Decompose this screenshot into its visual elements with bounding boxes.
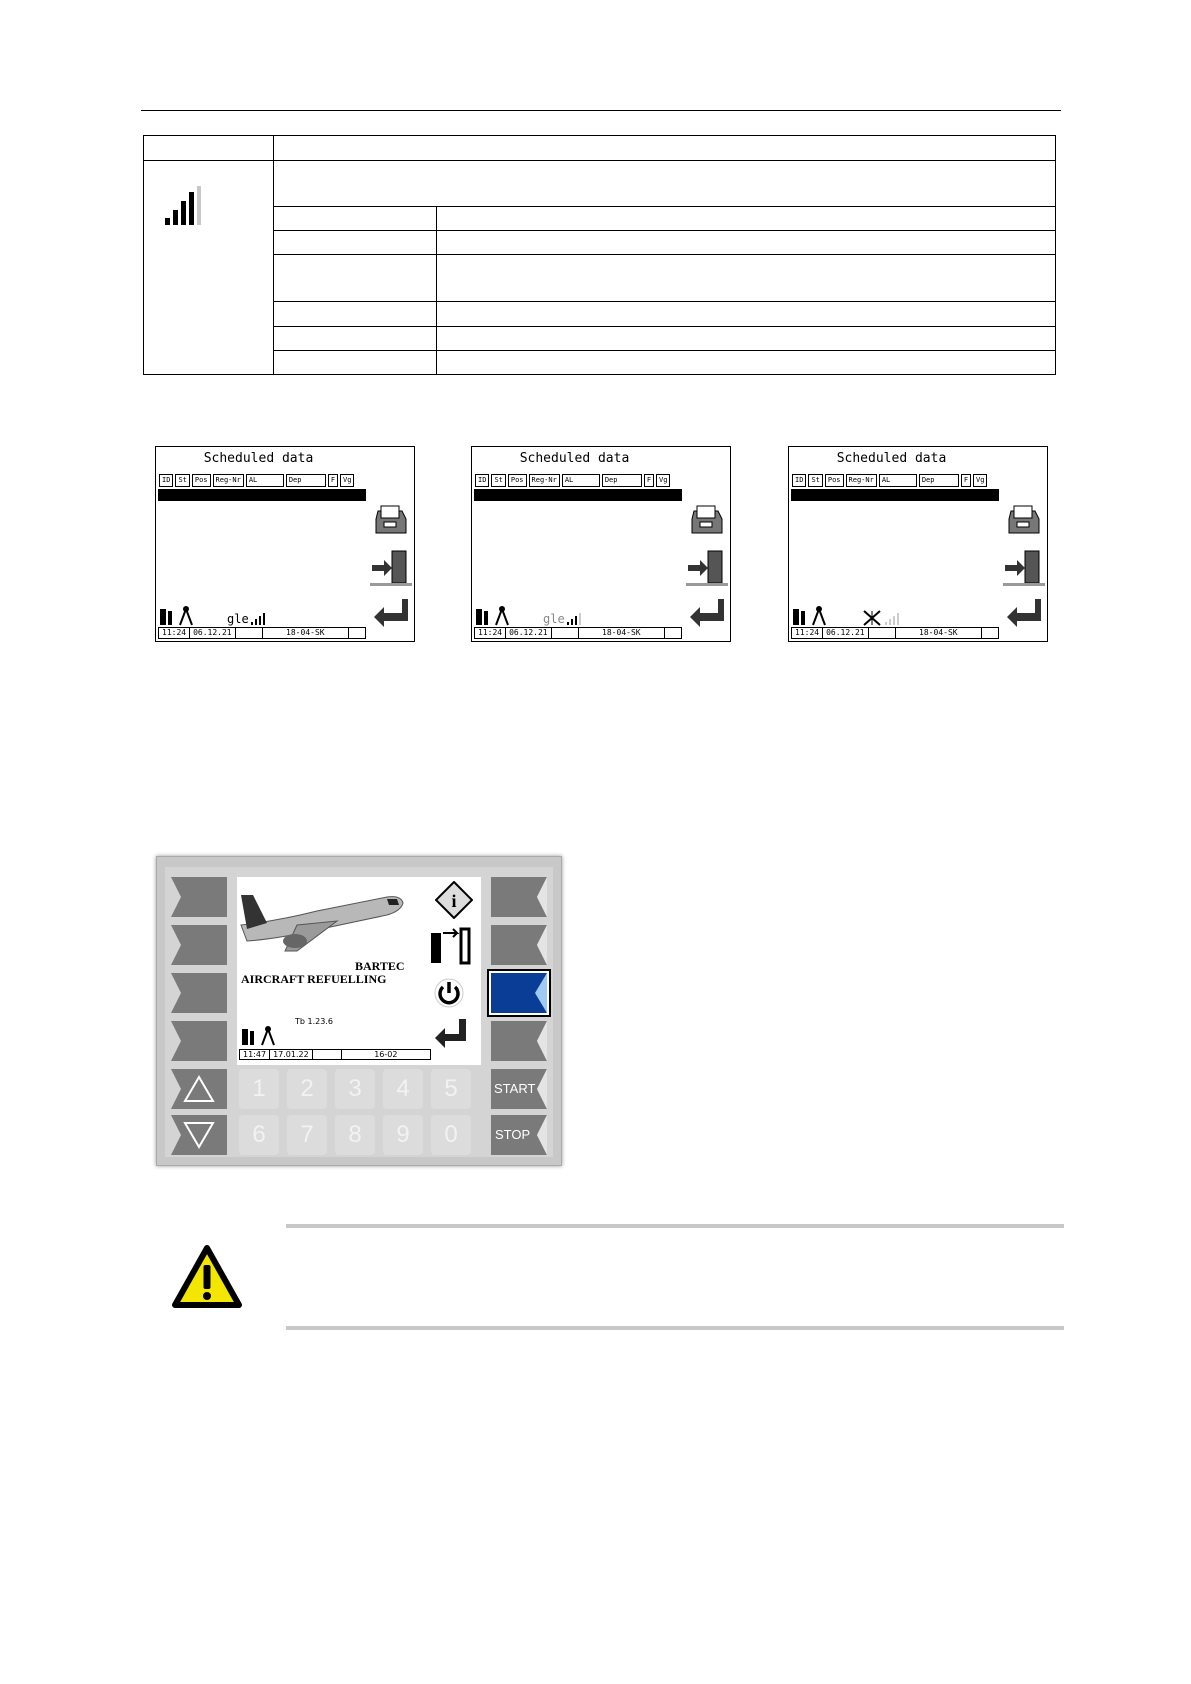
key-7[interactable]: 7 [287, 1115, 327, 1155]
status-bar [474, 627, 682, 639]
key-5[interactable]: 5 [431, 1069, 471, 1109]
col-id: ID [792, 474, 806, 487]
key-0[interactable]: 0 [431, 1115, 471, 1155]
key-9[interactable]: 9 [383, 1115, 423, 1155]
screen-title: Scheduled data [836, 451, 947, 466]
signal-strength-icon [567, 613, 585, 625]
svg-text:i: i [451, 891, 457, 911]
signal-provider-text: gle [543, 612, 565, 626]
col-dep: Dep [602, 474, 642, 487]
signal-strength-icon [885, 613, 903, 625]
softkey-right-3-highlighted[interactable] [487, 969, 551, 1017]
status-bar [158, 627, 366, 639]
col-f: F [961, 474, 971, 487]
software-version: Tb 1.23.6 [295, 1017, 333, 1026]
no-signal-icon [861, 609, 883, 627]
col-al: AL [562, 474, 600, 487]
col-st: St [491, 474, 505, 487]
col-f: F [328, 474, 338, 487]
scheduled-data-screen-weak-signal [471, 446, 731, 642]
warning-icon [172, 1245, 242, 1309]
enter-return-icon[interactable] [372, 597, 410, 629]
enter-return-icon[interactable] [1005, 597, 1043, 629]
key-8[interactable]: 8 [335, 1115, 375, 1155]
stop-label: STOP [495, 1127, 531, 1142]
key-4[interactable]: 4 [383, 1069, 423, 1109]
status-time: 11:47 [240, 1050, 270, 1059]
col-reg: Reg-Nr [529, 474, 560, 487]
power-icon[interactable] [433, 977, 465, 1009]
softkey-right-2[interactable] [491, 925, 547, 965]
softkey-left-4[interactable] [171, 1021, 227, 1061]
col-al: AL [879, 474, 917, 487]
softkey-right-1[interactable] [491, 877, 547, 917]
status-bar [239, 1049, 431, 1060]
status-date: 06.12.21 [506, 628, 552, 638]
scheduled-data-screen-full-signal [155, 446, 415, 642]
transfer-icon[interactable] [427, 923, 475, 967]
softkey-left-1[interactable] [171, 877, 227, 917]
archive-icon[interactable] [372, 505, 410, 537]
col-dep: Dep [919, 474, 959, 487]
exit-door-icon[interactable] [1003, 549, 1045, 587]
signal-table [143, 135, 1056, 375]
start-label: START [494, 1081, 536, 1096]
col-id: ID [475, 474, 489, 487]
screen-title: Scheduled data [203, 451, 314, 466]
status-date: 06.12.21 [823, 628, 869, 638]
col-f: F [644, 474, 654, 487]
col-dep: Dep [286, 474, 326, 487]
stop-key[interactable] [491, 1115, 547, 1155]
col-pos: Pos [192, 474, 211, 487]
archive-icon[interactable] [688, 505, 726, 537]
status-vehicle: 16-02 [374, 1050, 398, 1059]
header-rule [141, 110, 1061, 111]
status-date: 17.01.22 [270, 1050, 313, 1059]
softkey-left-2[interactable] [171, 925, 227, 965]
archive-icon[interactable] [1005, 505, 1043, 537]
warning-bottom-rule [286, 1326, 1064, 1330]
selected-row[interactable] [158, 489, 366, 501]
col-vg: Vg [973, 474, 987, 487]
column-header-row [475, 474, 672, 487]
enter-return-icon[interactable] [688, 597, 726, 629]
softkey-left-3[interactable] [171, 973, 227, 1013]
product-name: AIRCRAFT REFUELLING [241, 972, 387, 986]
col-vg: Vg [656, 474, 670, 487]
arrow-down-key[interactable] [171, 1115, 227, 1155]
device-display [237, 877, 481, 1065]
col-reg: Reg-Nr [846, 474, 877, 487]
col-st: St [808, 474, 822, 487]
enter-return-icon[interactable] [433, 1017, 469, 1051]
softkey-right-3[interactable] [491, 973, 547, 1013]
key-1[interactable]: 1 [239, 1069, 279, 1109]
exit-door-icon[interactable] [686, 549, 728, 587]
column-header-row [159, 474, 356, 487]
info-icon[interactable] [435, 881, 473, 919]
brand-name: BARTEC [355, 959, 405, 973]
col-pos: Pos [508, 474, 527, 487]
status-vehicle: 18-04-SK [579, 628, 665, 638]
status-vehicle: 18-04-SK [263, 628, 349, 638]
network-icon [240, 1025, 280, 1047]
selected-row[interactable] [474, 489, 682, 501]
col-pos: Pos [825, 474, 844, 487]
status-time: 11:24 [792, 628, 823, 638]
network-icon [474, 605, 516, 627]
key-3[interactable]: 3 [335, 1069, 375, 1109]
status-time: 11:24 [159, 628, 190, 638]
arrow-up-key[interactable] [171, 1069, 227, 1109]
exit-door-icon[interactable] [370, 549, 412, 587]
screen-title: Scheduled data [519, 451, 630, 466]
col-reg: Reg-Nr [213, 474, 244, 487]
signal-strength-icon [251, 613, 269, 625]
column-header-row [792, 474, 989, 487]
device-terminal [156, 856, 562, 1166]
start-key[interactable] [491, 1069, 547, 1109]
selected-row[interactable] [791, 489, 999, 501]
signal-provider-text: gle [227, 612, 249, 626]
network-icon [158, 605, 200, 627]
col-vg: Vg [340, 474, 354, 487]
key-6[interactable]: 6 [239, 1115, 279, 1155]
aircraft-image [237, 885, 407, 955]
network-icon [791, 605, 833, 627]
signal-strength-icon [164, 184, 204, 228]
scheduled-data-screen-no-signal [788, 446, 1048, 642]
col-id: ID [159, 474, 173, 487]
col-st: St [175, 474, 189, 487]
warning-top-rule [286, 1224, 1064, 1228]
status-time: 11:24 [475, 628, 506, 638]
status-date: 06.12.21 [190, 628, 236, 638]
col-al: AL [246, 474, 284, 487]
status-bar [791, 627, 999, 639]
status-vehicle: 18-04-SK [896, 628, 982, 638]
key-2[interactable]: 2 [287, 1069, 327, 1109]
softkey-right-4[interactable] [491, 1021, 547, 1061]
